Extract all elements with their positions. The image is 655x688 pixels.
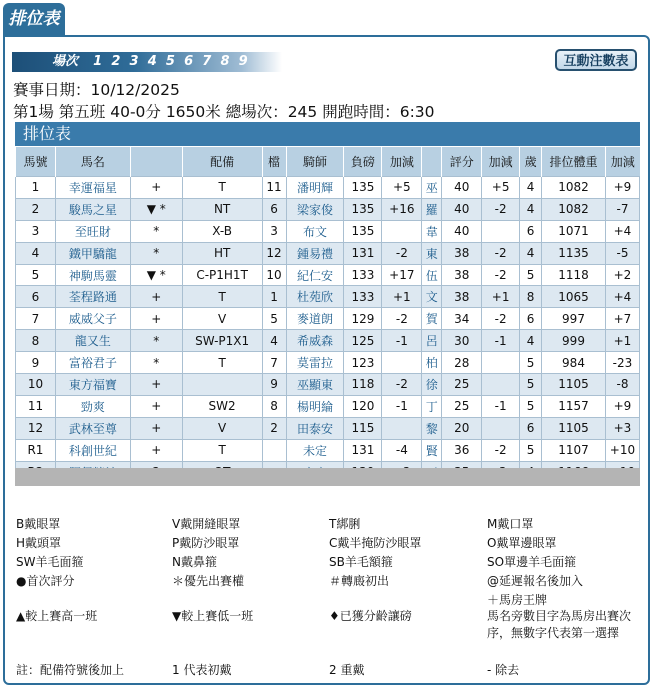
table-cell: 28: [442, 352, 482, 374]
table-cell: 118: [344, 374, 382, 396]
table-cell: [382, 220, 422, 242]
legend-text: ＃轉廄初出: [329, 574, 390, 588]
table-cell: 30: [442, 330, 482, 352]
table-cell: 2: [262, 417, 286, 439]
horse-name-link[interactable]: 勁爽: [55, 395, 130, 417]
table-row: [16, 220, 640, 242]
trainer-link[interactable]: 巫: [422, 177, 442, 199]
legend-text: N戴鼻箍: [172, 555, 217, 569]
table-cell: -2: [482, 198, 520, 220]
table-cell: 135: [344, 177, 382, 199]
table-cell: 6: [520, 417, 542, 439]
table-cell: 8: [262, 395, 286, 417]
race-link-7[interactable]: 7: [202, 54, 212, 69]
legend-text: 馬名旁數目字為馬房出賽次: [487, 609, 632, 623]
table-cell: 1082: [542, 198, 606, 220]
trainer-link[interactable]: 賀: [422, 308, 442, 330]
table-cell: *: [130, 352, 182, 374]
column-header: 馬名: [55, 147, 130, 177]
table-row: [16, 286, 640, 308]
table-cell: 1107: [542, 439, 606, 461]
table-cell: T: [182, 439, 262, 461]
table-cell: +1: [382, 286, 422, 308]
table-row: [16, 198, 640, 220]
legend-text: ＋馬房王牌: [487, 593, 548, 607]
table-cell: 1082: [542, 177, 606, 199]
table-cell: 9: [16, 352, 56, 374]
table-cell: 11: [262, 177, 286, 199]
table-cell: 997: [542, 308, 606, 330]
table-cell: 131: [344, 242, 382, 264]
table-row: [16, 439, 640, 461]
trainer-link[interactable]: 東: [422, 242, 442, 264]
column-header: 排位體重: [542, 147, 606, 177]
table-cell: 1: [16, 177, 56, 199]
legend-text: SB羊毛額箍: [329, 555, 393, 569]
table-cell: 8: [16, 330, 56, 352]
jockey-link[interactable]: 莫雷拉: [286, 352, 344, 374]
footnote-text: 2 重戴: [329, 663, 365, 677]
table-cell: ▼ *: [130, 264, 182, 286]
table-cell: 36: [442, 439, 482, 461]
trainer-link[interactable]: 文: [422, 286, 442, 308]
jockey-link[interactable]: 麥道朗: [286, 308, 344, 330]
legend-text: C戴半掩防沙眼罩: [329, 536, 422, 550]
jockey-link[interactable]: 梁家俊: [286, 198, 344, 220]
table-cell: T: [182, 352, 262, 374]
table-cell: 3: [16, 220, 56, 242]
column-header: 加減: [482, 147, 520, 177]
table-cell: +: [130, 177, 182, 199]
table-cell: 120: [344, 395, 382, 417]
table-cell: -2: [382, 308, 422, 330]
legend-text: H戴頭罩: [16, 536, 62, 550]
horse-name-link[interactable]: 幸運福星: [55, 177, 130, 199]
table-row: [16, 330, 640, 352]
table-cell: 135: [344, 220, 382, 242]
table-cell: 40: [442, 177, 482, 199]
footnote-text: 註：配備符號後加上: [16, 663, 125, 677]
legend-text: P戴防沙眼罩: [172, 536, 240, 550]
table-cell: R1: [16, 439, 56, 461]
table-cell: -7: [605, 198, 639, 220]
meeting-date: 賽事日期：10/12/2025: [13, 81, 180, 99]
table-cell: [482, 374, 520, 396]
legend-text: T綁脷: [329, 517, 361, 531]
column-header: 騎師: [286, 147, 344, 177]
jockey-link[interactable]: 鍾易禮: [286, 242, 344, 264]
table-body: [16, 177, 640, 483]
table-cell: +4: [605, 286, 639, 308]
table-cell: -4: [382, 439, 422, 461]
table-cell: V: [182, 308, 262, 330]
table-cell: [482, 220, 520, 242]
table-cell: 5: [262, 308, 286, 330]
legend-text: ▼較上賽低一班: [172, 609, 254, 623]
table-cell: 135: [344, 198, 382, 220]
table-cell: 34: [442, 308, 482, 330]
race-link-1[interactable]: 1: [93, 54, 103, 69]
table-cell: -2: [482, 439, 520, 461]
table-cell: 12: [262, 242, 286, 264]
table-cell: +1: [605, 330, 639, 352]
trainer-link[interactable]: 柏: [422, 352, 442, 374]
table-cell: 7: [16, 308, 56, 330]
table-cell: 1105: [542, 417, 606, 439]
table-cell: +17: [382, 264, 422, 286]
table-cell: 9: [262, 374, 286, 396]
table-cell: 38: [442, 242, 482, 264]
race-info: 第1場 第五班 40-0分 1650米 總場次：245 開跑時間：6:30: [13, 103, 435, 121]
table-cell: -1: [482, 330, 520, 352]
horse-name-link[interactable]: 荃程路通: [55, 286, 130, 308]
table-cell: 129: [344, 308, 382, 330]
column-header: 加減: [382, 147, 422, 177]
table-cell: 125: [344, 330, 382, 352]
trainer-link[interactable]: 賢: [422, 439, 442, 461]
legend-text: V戴開縫眼罩: [172, 517, 241, 531]
jockey-link[interactable]: 楊明綸: [286, 395, 344, 417]
column-header: 馬號: [16, 147, 56, 177]
table-cell: 20: [442, 417, 482, 439]
table-cell: -2: [382, 374, 422, 396]
column-header: 檔: [262, 147, 286, 177]
table-cell: +: [130, 417, 182, 439]
table-cell: +: [130, 374, 182, 396]
table-cell: 38: [442, 286, 482, 308]
column-header: 負磅: [344, 147, 382, 177]
table-cell: 5: [520, 439, 542, 461]
table-cell: +: [130, 286, 182, 308]
horse-name-link[interactable]: 至旺財: [55, 220, 130, 242]
table-cell: 25: [442, 374, 482, 396]
footnote-text: - 除去: [487, 663, 520, 677]
legend-text: ＊優先出賽權: [172, 574, 245, 588]
column-header: 評分: [442, 147, 482, 177]
table-cell: +: [130, 308, 182, 330]
legend-text: M戴口罩: [487, 517, 534, 531]
legend-text: @延遲報名後加入: [487, 574, 584, 588]
table-cell: +16: [382, 198, 422, 220]
table-cell: 40: [442, 198, 482, 220]
race-selector-bar: [12, 52, 282, 72]
table-cell: 115: [344, 417, 382, 439]
interactive-odds-button[interactable]: 互動注數表: [555, 49, 637, 71]
table-cell: 999: [542, 330, 606, 352]
table-row: [16, 177, 640, 199]
race-link-9[interactable]: 9: [238, 54, 248, 69]
table-cell: 133: [344, 264, 382, 286]
trainer-link[interactable]: 呂: [422, 330, 442, 352]
trainer-link[interactable]: 羅: [422, 198, 442, 220]
table-cell: 40: [442, 220, 482, 242]
legend-text: ●首次評分: [16, 574, 75, 588]
table-cell: 10: [16, 374, 56, 396]
table-header-row: [16, 147, 640, 177]
table-cell: SW2: [182, 395, 262, 417]
table-cell: +5: [382, 177, 422, 199]
table-cell: 5: [520, 395, 542, 417]
table-cell: -5: [605, 242, 639, 264]
tab-race-card[interactable]: 排位表: [3, 3, 65, 35]
table-cell: 1071: [542, 220, 606, 242]
table-cell: [182, 374, 262, 396]
table-cell: SW-P1X1: [182, 330, 262, 352]
race-selector-label: 場次: [52, 54, 79, 69]
table-cell: 1135: [542, 242, 606, 264]
table-cell: -1: [482, 395, 520, 417]
table-cell: +: [130, 395, 182, 417]
table-cell: 4: [16, 242, 56, 264]
table-cell: [262, 439, 286, 461]
table-row: [16, 374, 640, 396]
race-link-6[interactable]: 6: [184, 54, 194, 69]
table-cell: 2: [16, 198, 56, 220]
table-cell: *: [130, 242, 182, 264]
race-link-2[interactable]: 2: [111, 54, 121, 69]
trainer-link[interactable]: 韋: [422, 220, 442, 242]
table-cell: +: [130, 439, 182, 461]
table-row: [16, 395, 640, 417]
trainer-link[interactable]: 伍: [422, 264, 442, 286]
table-cell: 1065: [542, 286, 606, 308]
horse-name-link[interactable]: 科創世紀: [55, 439, 130, 461]
table-cell: +2: [605, 264, 639, 286]
race-link-3[interactable]: 3: [129, 54, 139, 69]
column-header: [422, 147, 442, 177]
table-row: [16, 242, 640, 264]
table-cell: 1105: [542, 374, 606, 396]
horse-name-link[interactable]: 東方福寶: [55, 374, 130, 396]
table-cell: 5: [520, 264, 542, 286]
race-link-8[interactable]: 8: [220, 54, 230, 69]
table-row: [16, 308, 640, 330]
table-cell: 8: [520, 286, 542, 308]
table-cell: 1: [262, 286, 286, 308]
jockey-link[interactable]: 杜苑欣: [286, 286, 344, 308]
legend-text: SW羊毛面箍: [16, 555, 84, 569]
table-cell: 6: [520, 220, 542, 242]
column-header: 加減: [605, 147, 639, 177]
jockey-link[interactable]: 希威森: [286, 330, 344, 352]
table-cell: +7: [605, 308, 639, 330]
table-cell: C-P1H1T: [182, 264, 262, 286]
table-cell: HT: [182, 242, 262, 264]
column-header: 配備: [182, 147, 262, 177]
table-cell: 3: [262, 220, 286, 242]
table-cell: +9: [605, 395, 639, 417]
table-cell: [382, 352, 422, 374]
table-cell: 38: [442, 264, 482, 286]
table-cell: +10: [605, 439, 639, 461]
table-cell: [482, 352, 520, 374]
horse-name-link[interactable]: 鐵甲驕龍: [55, 242, 130, 264]
footnote-text: 1 代表初戴: [172, 663, 232, 677]
table-cell: -2: [482, 242, 520, 264]
table-cell: [482, 417, 520, 439]
table-cell: ▼ *: [130, 198, 182, 220]
trainer-link[interactable]: 徐: [422, 374, 442, 396]
race-card-table: [15, 147, 640, 483]
table-cell: 4: [520, 330, 542, 352]
jockey-link[interactable]: 紀仁安: [286, 264, 344, 286]
horse-name-link[interactable]: 駿馬之星: [55, 198, 130, 220]
table-cell: 25: [442, 395, 482, 417]
jockey-link[interactable]: 未定: [286, 439, 344, 461]
jockey-link[interactable]: 巫顯東: [286, 374, 344, 396]
table-cell: NT: [182, 198, 262, 220]
legend-text: O戴單邊眼罩: [487, 536, 557, 550]
table-cell: 4: [262, 330, 286, 352]
horse-name-link[interactable]: 富裕君子: [55, 352, 130, 374]
table-cell: 123: [344, 352, 382, 374]
table-cell: 7: [262, 352, 286, 374]
race-link-5[interactable]: 5: [165, 54, 175, 69]
table-cell: 10: [262, 264, 286, 286]
table-cell: -23: [605, 352, 639, 374]
table-cell: +1: [482, 286, 520, 308]
table-cell: -1: [382, 395, 422, 417]
table-cell: 6: [262, 198, 286, 220]
table-row: [16, 264, 640, 286]
table-cell: 12: [16, 417, 56, 439]
table-cell: 133: [344, 286, 382, 308]
table-cell: 1118: [542, 264, 606, 286]
horse-name-link[interactable]: 神駒馬靈: [55, 264, 130, 286]
table-title-bar: [15, 122, 640, 146]
legend-text: B戴眼罩: [16, 517, 61, 531]
table-cell: -2: [482, 264, 520, 286]
jockey-link[interactable]: 田泰安: [286, 417, 344, 439]
table-cell: 5: [520, 374, 542, 396]
table-cell: +3: [605, 417, 639, 439]
table-cell: -2: [382, 242, 422, 264]
legend-text: SO單邊羊毛面箍: [487, 555, 577, 569]
table-cell: +5: [482, 177, 520, 199]
table-cell: 5: [16, 264, 56, 286]
jockey-link[interactable]: 布文: [286, 220, 344, 242]
table-cell: 4: [520, 198, 542, 220]
table-cell: 131: [344, 439, 382, 461]
horse-name-link[interactable]: 龍又生: [55, 330, 130, 352]
trainer-link[interactable]: 丁: [422, 395, 442, 417]
table-footer-bar: [15, 468, 640, 486]
jockey-link[interactable]: 潘明輝: [286, 177, 344, 199]
table-cell: T: [182, 286, 262, 308]
table-cell: -8: [605, 374, 639, 396]
table-cell: -1: [382, 330, 422, 352]
table-cell: 6: [16, 286, 56, 308]
table-cell: -2: [482, 308, 520, 330]
table-row: [16, 352, 640, 374]
table-cell: V: [182, 417, 262, 439]
trainer-link[interactable]: 黎: [422, 417, 442, 439]
table-cell: +9: [605, 177, 639, 199]
legend-text: 序，無數字代表第一選擇: [487, 626, 620, 640]
table-cell: *: [130, 330, 182, 352]
table-title: 排位表: [23, 124, 72, 143]
table-cell: +4: [605, 220, 639, 242]
table-cell: [382, 417, 422, 439]
table-cell: 1157: [542, 395, 606, 417]
table-cell: 11: [16, 395, 56, 417]
table-cell: X-B: [182, 220, 262, 242]
table-cell: 6: [520, 308, 542, 330]
race-link-4[interactable]: 4: [147, 54, 157, 69]
table-cell: *: [130, 220, 182, 242]
legend-text: ♦已獲分齡讓磅: [329, 609, 412, 623]
horse-name-link[interactable]: 武林至尊: [55, 417, 130, 439]
horse-name-link[interactable]: 威威父子: [55, 308, 130, 330]
table-cell: 5: [520, 352, 542, 374]
column-header: 歲: [520, 147, 542, 177]
column-header: [130, 147, 182, 177]
table-cell: 4: [520, 242, 542, 264]
table-row: [16, 417, 640, 439]
table-cell: 984: [542, 352, 606, 374]
table-cell: T: [182, 177, 262, 199]
legend-text: ▲較上賽高一班: [16, 609, 98, 623]
table-cell: 4: [520, 177, 542, 199]
